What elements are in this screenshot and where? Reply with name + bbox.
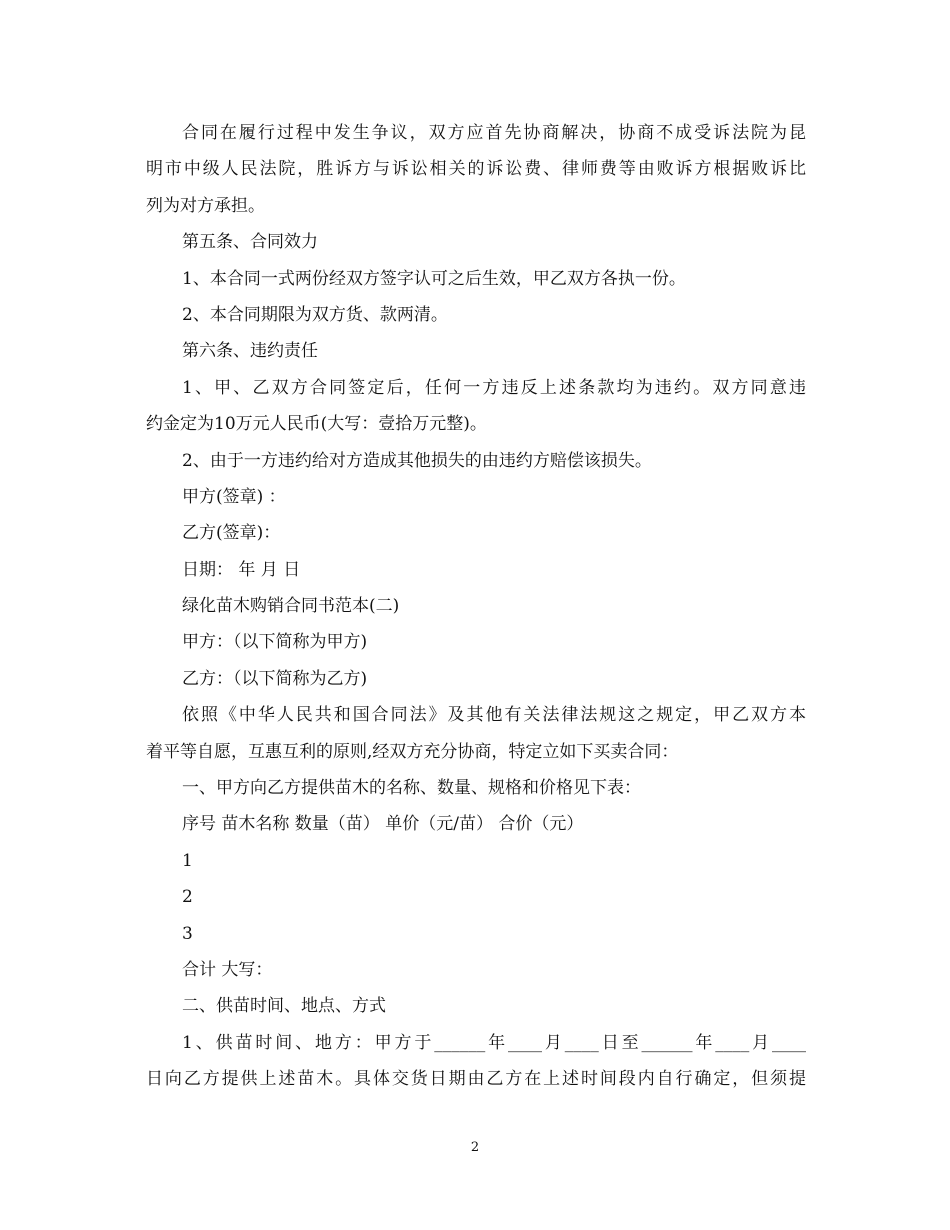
- article-5-clause-2: 2、本合同期限为双方货、款两清。: [182, 304, 448, 325]
- seedling-table-header: 序号 苗木名称 数量（苗） 单价（元/苗） 合价（元）: [182, 814, 584, 835]
- page-number: 2: [470, 1140, 480, 1155]
- party-a-definition: 甲方：（以下简称为甲方): [182, 632, 368, 653]
- party-b-signature-label: 乙方(签章)：: [182, 523, 281, 544]
- date-label: 日期： 年 月 日: [182, 559, 301, 580]
- paragraph-dispute-line-1: 合同在履行过程中发生争议，双方应首先协商解决，协商不成受诉法院为昆: [182, 123, 806, 143]
- document-body: [146, 115, 806, 1098]
- seedling-table-row-3: 3: [182, 923, 193, 944]
- preamble-line-2: 着平等自愿，互惠互利的原则,经双方充分协商，特定立如下买卖合同：: [146, 741, 679, 762]
- seedling-table-row-2: 2: [182, 887, 193, 908]
- section-1-heading: 一、甲方向乙方提供苗木的名称、数量、规格和价格见下表：: [182, 778, 641, 799]
- paragraph-dispute-line-2: 明市中级人民法院，胜诉方与诉讼相关的诉讼费、律师费等由败诉方根据败诉比: [146, 159, 806, 180]
- paragraph-dispute-line-3: 列为对方承担。: [146, 195, 265, 216]
- article-6-clause-1-line-1: 1、甲、乙双方合同签定后，任何一方违反上述条款均为违约。双方同意违: [182, 377, 806, 398]
- seedling-table-row-1: 1: [182, 850, 193, 871]
- section-2-heading: 二、供苗时间、地点、方式: [182, 996, 386, 1017]
- contract-template-title: 绿化苗木购销合同书范本(二): [182, 596, 400, 617]
- party-b-definition: 乙方：（以下简称为乙方): [182, 668, 368, 689]
- article-6-heading: 第六条、违约责任: [182, 341, 318, 362]
- article-6-clause-1-line-2: 约金定为10万元人民币(大写：壹拾万元整)。: [146, 414, 487, 435]
- preamble-line-1: 依照《中华人民共和国合同法》及其他有关法律法规这之规定，甲乙双方本: [182, 705, 806, 726]
- section-2-clause-1-line-1: 1、供苗时间、地方：甲方于______年____月____日至______年____月____: [182, 1032, 806, 1053]
- party-a-signature-label: 甲方(签章) ：: [182, 486, 286, 507]
- section-2-clause-1-line-2: 日向乙方提供上述苗木。具体交货日期由乙方在上述时间段内自行确定，但须提: [146, 1069, 806, 1090]
- seedling-table-total: 合计 大写：: [182, 959, 273, 980]
- article-6-clause-2: 2、由于一方违约给对方造成其他损失的由违约方赔偿该损失。: [182, 450, 652, 471]
- article-5-heading: 第五条、合同效力: [182, 232, 318, 253]
- article-5-clause-1: 1、本合同一式两份经双方签字认可之后生效，甲乙双方各执一份。: [182, 268, 686, 289]
